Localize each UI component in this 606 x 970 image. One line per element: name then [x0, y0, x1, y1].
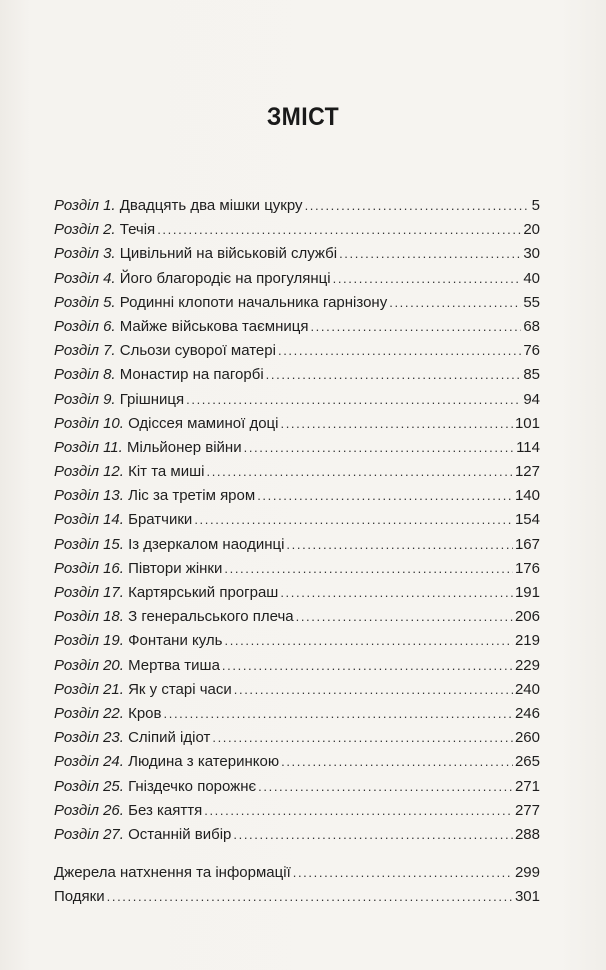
page-number: 127	[514, 463, 540, 481]
page-number: 30	[523, 245, 540, 263]
toc-entry-25[interactable]	[54, 775, 540, 799]
toc-entry-14[interactable]	[54, 508, 540, 532]
chapter-number: Розділ 4.	[54, 269, 116, 287]
dot-leader	[278, 339, 521, 363]
toc-entry-17[interactable]	[54, 581, 540, 605]
chapter-number: Розділ 20.	[54, 656, 124, 674]
chapter-number: Розділ 11.	[54, 438, 123, 456]
chapter-number: Розділ 14.	[54, 511, 124, 529]
table-of-contents	[54, 194, 540, 909]
chapter-title: Кров	[128, 704, 162, 722]
page-number: 101	[514, 414, 540, 432]
page-number: 20	[523, 221, 540, 239]
toc-entry-5[interactable]	[54, 291, 540, 315]
chapter-number: Розділ 9.	[54, 390, 116, 408]
chapter-title: Гніздечко порожнє	[128, 777, 257, 795]
page-number: 154	[514, 511, 540, 529]
chapter-number: Розділ 6.	[54, 317, 116, 335]
chapter-number: Розділ 13.	[54, 487, 124, 505]
chapter-title: Як у старі часи	[128, 680, 232, 698]
page-number: 94	[523, 390, 540, 408]
toc-entry-20[interactable]	[54, 654, 540, 678]
chapter-title: Монастир на пагорбі	[119, 366, 264, 384]
dot-leader	[224, 629, 513, 653]
toc-entry-10[interactable]	[54, 412, 540, 436]
dot-leader	[333, 267, 522, 291]
chapter-number: Розділ 5.	[54, 293, 116, 311]
toc-entry-18[interactable]	[54, 605, 540, 629]
toc-entry-7[interactable]	[54, 339, 540, 363]
chapter-title: Братчики	[128, 511, 193, 529]
chapter-title: Мільйонер війни	[126, 438, 242, 456]
dot-leader	[281, 750, 513, 774]
dot-leader	[222, 654, 513, 678]
page-number: 76	[523, 342, 540, 360]
toc-entry-acknowledgements[interactable]	[54, 885, 540, 909]
chapter-title: Картярський програш	[128, 584, 279, 601]
page-number: 288	[514, 825, 540, 843]
page-number: 55	[523, 293, 540, 311]
toc-entry-4[interactable]	[54, 267, 540, 291]
chapter-title: Мертва тиша	[128, 656, 220, 674]
dot-leader	[339, 242, 521, 266]
dot-leader	[280, 412, 512, 436]
toc-entry-11[interactable]	[54, 436, 540, 460]
chapter-number: Розділ 17.	[54, 584, 124, 601]
chapter-title: Із дзеркалом наодинці	[128, 535, 285, 553]
chapter-number: Розділ 10.	[54, 414, 124, 432]
page-number: 206	[514, 608, 540, 626]
chapter-number: Розділ 18.	[54, 608, 124, 626]
toc-entry-2[interactable]	[54, 218, 540, 242]
entry-title: Подяки	[54, 888, 105, 906]
page-number: 246	[514, 704, 540, 722]
dot-leader	[257, 484, 513, 508]
dot-leader	[280, 581, 513, 605]
chapter-title: Фонтани куль	[128, 632, 223, 650]
chapter-number: Розділ 27.	[54, 825, 124, 843]
chapter-number: Розділ 2.	[54, 221, 116, 239]
chapter-title: Кіт та миші	[128, 463, 205, 481]
dot-leader	[296, 605, 513, 629]
chapter-number: Розділ 1.	[54, 197, 116, 214]
page-number: 5	[531, 197, 540, 214]
chapter-title: Ліс за третім яром	[128, 487, 256, 505]
toc-entry-1[interactable]	[54, 194, 540, 218]
page-number: 265	[514, 753, 540, 771]
dot-leader	[212, 726, 513, 750]
toc-entry-15[interactable]	[54, 533, 540, 557]
toc-entry-6[interactable]	[54, 315, 540, 339]
dot-leader	[234, 678, 513, 702]
chapter-title: Грішниця	[119, 390, 185, 408]
toc-entry-19[interactable]	[54, 629, 540, 653]
chapter-title: З генеральського плеча	[128, 608, 294, 626]
chapter-title: Родинні клопоти начальника гарнізону	[119, 293, 388, 311]
page-number: 229	[514, 656, 540, 674]
page-number: 140	[514, 487, 540, 505]
chapter-number: Розділ 12.	[54, 463, 124, 481]
chapter-number: Розділ 26.	[54, 801, 124, 819]
chapter-title: Сльози суворої матері	[119, 342, 276, 360]
dot-leader	[194, 508, 513, 532]
chapter-title: Без каяття	[128, 801, 203, 819]
chapter-title: Одіссея маминої доці	[128, 414, 279, 432]
dot-leader	[305, 194, 530, 218]
toc-entry-16[interactable]	[54, 557, 540, 581]
page-number: 40	[523, 269, 540, 287]
dot-leader	[206, 460, 512, 484]
chapter-title: Останній вибір	[128, 825, 232, 843]
entry-title: Джерела натхнення та інформації	[54, 864, 291, 882]
toc-entry-22[interactable]	[54, 702, 540, 726]
section-gap	[54, 847, 540, 861]
page-number: 240	[514, 680, 540, 698]
chapter-number: Розділ 25.	[54, 777, 124, 795]
page-number: 277	[514, 801, 540, 819]
page-number: 271	[514, 777, 540, 795]
chapter-number: Розділ 23.	[54, 729, 124, 747]
dot-leader	[286, 533, 513, 557]
toc-entry-27[interactable]	[54, 823, 540, 847]
chapter-number: Розділ 15.	[54, 535, 124, 553]
page-number: 191	[514, 584, 540, 601]
chapter-title: Майже військова таємниця	[119, 317, 309, 335]
dot-leader	[293, 861, 513, 885]
chapter-number: Розділ 21.	[54, 680, 124, 698]
toc-entry-26[interactable]	[54, 799, 540, 823]
page-number: 68	[523, 317, 540, 335]
chapter-title: Сліпий ідіот	[128, 729, 211, 747]
toc-entry-9[interactable]	[54, 388, 540, 412]
dot-leader	[107, 885, 513, 909]
page-number: 219	[514, 632, 540, 650]
chapter-number: Розділ 7.	[54, 342, 116, 360]
toc-entry-3[interactable]	[54, 242, 540, 266]
chapter-title: Півтори жінки	[128, 559, 223, 577]
chapter-number: Розділ 19.	[54, 632, 124, 650]
dot-leader	[244, 436, 514, 460]
dot-leader	[258, 775, 513, 799]
page-number: 260	[514, 729, 540, 747]
chapter-title: Людина з катеринкою	[128, 753, 280, 771]
page-number: 176	[514, 559, 540, 577]
chapter-title: Цивільний на військовій службі	[119, 245, 338, 263]
page-number: 85	[523, 366, 540, 384]
dot-leader	[204, 799, 513, 823]
toc-entry-21[interactable]	[54, 678, 540, 702]
chapter-title: Течія	[119, 221, 156, 239]
dot-leader	[157, 218, 521, 242]
toc-entry-12[interactable]	[54, 460, 540, 484]
dot-leader	[164, 702, 513, 726]
toc-entry-8[interactable]	[54, 363, 540, 387]
dot-leader	[186, 388, 521, 412]
toc-entry-13[interactable]	[54, 484, 540, 508]
chapter-number: Розділ 22.	[54, 704, 124, 722]
chapter-title: Його благородіє на прогулянці	[119, 269, 331, 287]
chapter-title: Двадцять два мішки цукру	[119, 197, 303, 214]
chapter-number: Розділ 16.	[54, 559, 124, 577]
toc-entry-sources[interactable]	[54, 861, 540, 885]
chapter-number: Розділ 8.	[54, 366, 116, 384]
toc-entry-24[interactable]	[54, 750, 540, 774]
dot-leader	[310, 315, 521, 339]
page-number: 114	[516, 438, 540, 456]
dot-leader	[389, 291, 521, 315]
toc-entry-23[interactable]	[54, 726, 540, 750]
dot-leader	[224, 557, 513, 581]
page-number: 301	[514, 888, 540, 906]
dot-leader	[233, 823, 513, 847]
dot-leader	[266, 363, 522, 387]
page-number: 167	[514, 535, 540, 553]
chapter-number: Розділ 3.	[54, 245, 116, 263]
page-number: 299	[514, 864, 540, 882]
page-title: ЗМІСТ	[266, 103, 340, 131]
chapter-number: Розділ 24.	[54, 753, 124, 771]
